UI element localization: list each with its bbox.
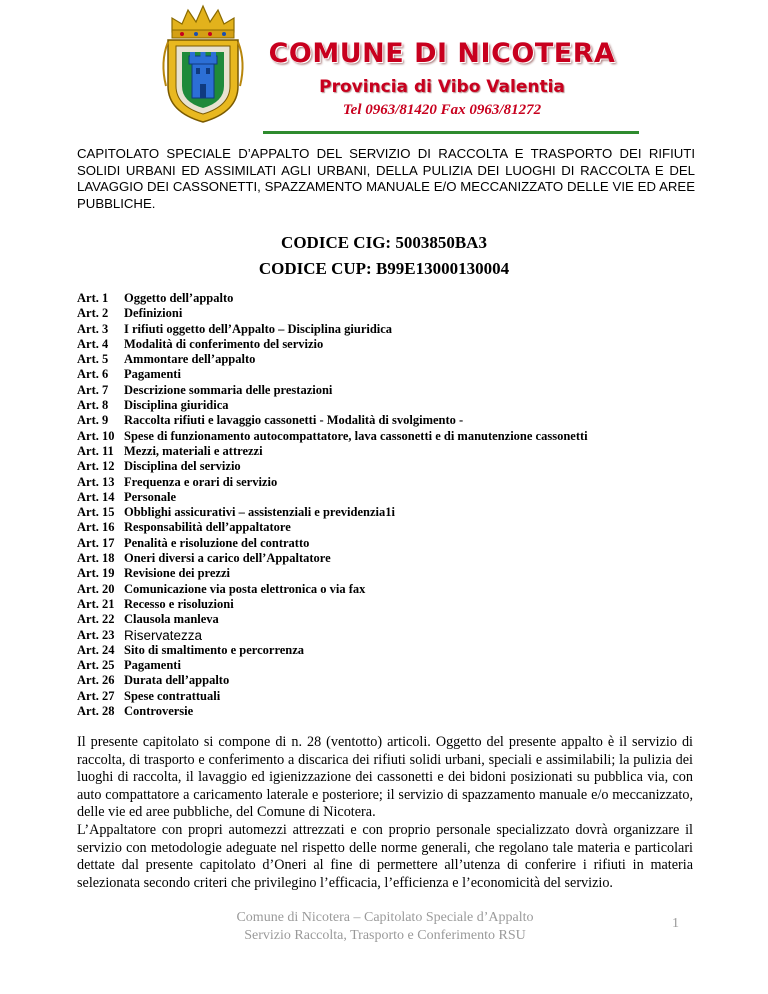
article-number: Art. 26 <box>77 673 115 688</box>
article-number: Art. 23 <box>77 627 115 642</box>
article-number: Art. 28 <box>77 704 115 719</box>
article-item <box>77 413 717 428</box>
article-item <box>77 505 717 520</box>
article-number: Art. 11 <box>77 443 114 458</box>
article-title: Definizioni <box>124 306 183 321</box>
province-name: Provincia di Vibo Valentia <box>319 77 565 97</box>
article-item <box>77 520 717 535</box>
article-number: Art. 27 <box>77 688 115 703</box>
article-item <box>77 628 717 643</box>
article-title: Controversie <box>124 704 194 719</box>
article-item <box>77 536 717 551</box>
article-title: Recesso e risoluzioni <box>124 596 234 611</box>
article-title: Sito di smaltimento e percorrenza <box>124 642 305 657</box>
cig-code: CODICE CIG: 5003850BA3 <box>281 233 487 252</box>
article-item <box>77 673 717 688</box>
article-number: Art. 25 <box>77 658 115 673</box>
article-title: Modalità di conferimento del servizio <box>124 336 324 351</box>
page-footer <box>180 909 590 945</box>
article-title: Obblighi assicurativi – assistenziali e previdenzia1i <box>124 505 395 520</box>
article-title: Pagamenti <box>124 367 181 382</box>
article-item <box>77 704 717 719</box>
article-item <box>77 582 717 597</box>
article-number: Art. 7 <box>77 382 109 397</box>
article-item <box>77 322 717 337</box>
article-title: Disciplina giuridica <box>124 398 229 413</box>
article-item <box>77 429 717 444</box>
article-title: Spese di funzionamento autocompattatore, lava cassonetti e di manutenzione cassonetti <box>124 428 588 443</box>
article-number: Art. 17 <box>77 535 115 550</box>
article-title: Clausola manleva <box>124 612 219 627</box>
article-item <box>77 475 717 490</box>
article-title: Mezzi, materiali e attrezzi <box>124 443 263 458</box>
municipality-title: COMUNE DI NICOTERA <box>268 38 616 69</box>
article-title: Ammontare dell’appalto <box>124 352 256 367</box>
article-number: Art. 5 <box>77 352 109 367</box>
article-title: Durata dell’appalto <box>124 673 230 688</box>
article-item <box>77 367 717 382</box>
article-item <box>77 444 717 459</box>
article-number: Art. 14 <box>77 489 115 504</box>
article-title: Raccolta rifiuti e lavaggio cassonetti - Modalità di svolgimento - <box>124 413 464 428</box>
article-item <box>77 597 717 612</box>
contact-numbers: Tel 0963/81420 Fax 0963/81272 <box>342 102 542 118</box>
article-title: Oggetto dell’appalto <box>124 291 234 305</box>
body-text <box>77 734 693 892</box>
article-item <box>77 689 717 704</box>
article-number: Art. 18 <box>77 551 115 566</box>
article-item <box>77 383 717 398</box>
article-title: Oneri diversi a carico dell’Appaltatore <box>124 551 331 566</box>
article-index <box>77 291 717 719</box>
article-number: Art. 8 <box>77 398 109 413</box>
article-title: I rifiuti oggetto dell’Appalto – Disciplina giuridica <box>124 321 393 336</box>
cup-code: CODICE CUP: B99E13000130004 <box>258 259 510 278</box>
article-title: Personale <box>124 489 177 504</box>
article-title: Pagamenti <box>124 658 181 673</box>
header-divider <box>263 131 639 134</box>
article-number: Art. 13 <box>77 474 115 489</box>
article-title: Frequenza e orari di servizio <box>124 474 278 489</box>
article-title: Descrizione sommaria delle prestazioni <box>124 382 333 397</box>
article-title: Spese contrattuali <box>124 688 221 703</box>
article-number: Art. 9 <box>77 413 109 428</box>
letterhead <box>0 0 768 140</box>
article-number: Art. 3 <box>77 321 109 336</box>
article-title: Revisione dei prezzi <box>124 566 230 581</box>
article-number: Art. 19 <box>77 566 115 581</box>
article-item <box>77 612 717 627</box>
article-item <box>77 352 717 367</box>
page-number: 1 <box>672 916 679 931</box>
article-item <box>77 398 717 413</box>
article-item <box>77 306 717 321</box>
article-title: Responsabilità dell’appaltatore <box>124 520 291 535</box>
body-paragraph: L’Appaltatore con propri automezzi attrezzati e con proprio personale specializzato dovrà organizzare il servizio con metodologie adeguate nel rispetto delle norme generali, che regolano tale materia e particolari dettate dal presente capitolato d’Oneri al fine di permettere all’utenza di conferire i rifiuti in materia selezionata secondo criteri che privilegino l’efficacia, l’efficienza e l’economicità del servizio. <box>77 821 693 891</box>
article-number: Art. 12 <box>77 459 115 474</box>
article-item <box>77 551 717 566</box>
article-item <box>77 566 717 581</box>
article-number: Art. 4 <box>77 336 109 351</box>
article-number: Art. 16 <box>77 520 115 535</box>
article-item <box>77 658 717 673</box>
document-subject: CAPITOLATO SPECIALE D’APPALTO DEL SERVIZIO DI RACCOLTA E TRASPORTO DEI RIFIUTI SOLIDI URBANI ED ASSIMILATI AGLI URBANI, DELLA PULIZIA DEI LUOGHI DI RACCOLTA E DEL LAVAGGIO DEI CASSONETTI, SPAZZAMENTO MANUALE E/O MECCANIZZATO DELLE VIE ED AREE PUBBLICHE. <box>77 146 695 211</box>
article-item <box>77 490 717 505</box>
article-item <box>77 643 717 658</box>
article-item <box>77 291 717 306</box>
article-item <box>77 459 717 474</box>
article-item <box>77 337 717 352</box>
article-number: Art. 1 <box>77 291 109 305</box>
article-number: Art. 20 <box>77 581 115 596</box>
article-number: Art. 22 <box>77 612 115 627</box>
article-title: Penalità e risoluzione del contratto <box>124 535 310 550</box>
municipal-crest-icon <box>158 2 248 124</box>
article-title: Riservatezza <box>124 627 203 643</box>
article-title: Disciplina del servizio <box>124 459 241 474</box>
footer-line: Servizio Raccolta, Trasporto e Conferimento RSU <box>244 928 526 943</box>
article-number: Art. 24 <box>77 642 115 657</box>
body-paragraph: Il presente capitolato si compone di n. 28 (ventotto) articoli. Oggetto del presente appalto è il servizio di raccolta, di trasporto e conferimento a discarica dei rifiuti solidi urbani, speciali e assimilabili; la pulizia dei luoghi di raccolta, il lavaggio ed igienizzazione dei cassonetti e dei bidoni posizionati su pubblica via, con auto compattatore a caricamento laterale e posteriore; il servizio di spazzamento manuale e/o meccanizzato, delle vie ed aree pubbliche, del Comune di Nicotera. <box>77 734 693 821</box>
article-number: Art. 2 <box>77 306 109 321</box>
article-title: Comunicazione via posta elettronica o via fax <box>124 581 366 596</box>
article-number: Art. 21 <box>77 596 115 611</box>
footer-line: Comune di Nicotera – Capitolato Speciale d’Appalto <box>236 910 534 925</box>
article-number: Art. 15 <box>77 505 115 520</box>
article-number: Art. 10 <box>77 428 115 443</box>
article-number: Art. 6 <box>77 367 109 382</box>
